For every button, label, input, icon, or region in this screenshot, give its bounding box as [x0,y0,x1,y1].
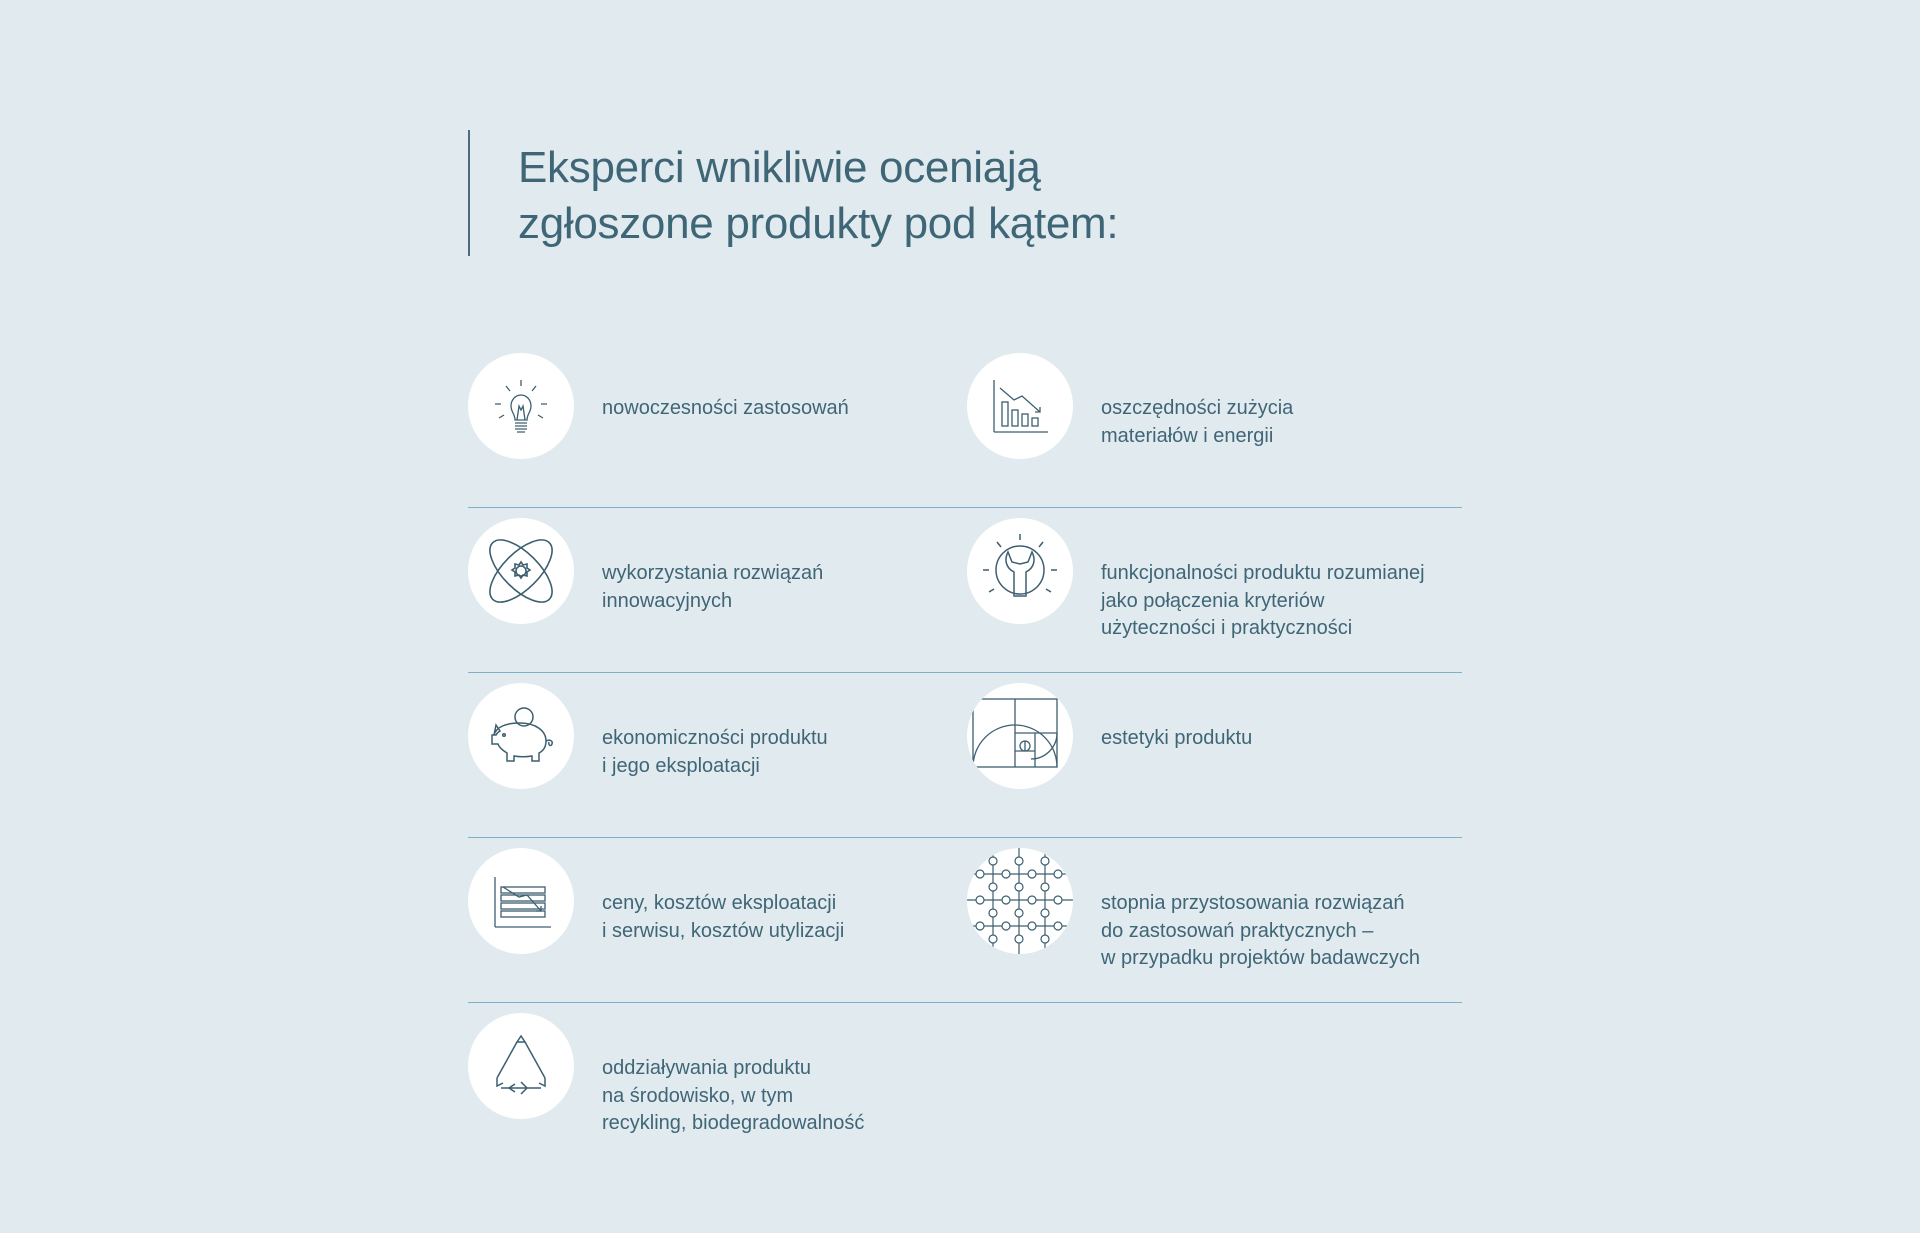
wrench-icon [975,526,1065,616]
golden-ratio-icon [967,683,1073,789]
criterion-label [1101,725,1252,753]
criterion-text: nowoczesności zastosowań [602,397,849,419]
criterion-label [602,725,828,780]
criterion-item [967,518,1464,643]
criterion-label [602,395,849,423]
page-title-line-1: Eksperci wnikliwie oceniają [518,143,1041,192]
criterion-item [967,848,1464,973]
criterion-text: recykling, biodegradowalność [602,1112,865,1134]
icon-circle [967,848,1073,954]
criterion-text: innowacyjnych [602,589,733,612]
criterion-text: estetyki produktu [1101,727,1253,749]
heading-block [468,130,1118,256]
criteria-row [468,838,1462,1003]
criterion-text: oszczędności zużycia [1101,397,1294,419]
declining-bar-chart-icon [980,366,1060,446]
criterion-item [468,518,965,624]
icon-circle [468,1013,574,1119]
page-title-line-2: zgłoszone produkty pod kątem: [518,199,1119,248]
puzzle-icon [967,848,1073,954]
criterion-text: stopnia przystosowania rozwiązań [1101,892,1405,914]
criteria-row [468,1003,1462,1168]
criterion-text: użyteczności i praktyczności [1101,617,1353,639]
criterion-label [602,1055,864,1138]
icon-circle [468,518,574,624]
criterion-text: ceny, kosztów eksploatacji [602,892,837,914]
criteria-row [468,508,1462,673]
criterion-text: w przypadku projektów badawczych [1101,947,1421,969]
icon-circle [967,518,1073,624]
criterion-item [468,1013,965,1138]
recycle-icon [481,1026,561,1106]
piggy-bank-icon [476,691,566,781]
criterion-text: i serwisu, kosztów utylizacji [602,919,845,942]
icon-circle [468,683,574,789]
criterion-text: na środowisko, w tym [602,1084,794,1107]
icon-circle [967,353,1073,459]
criterion-label [602,890,844,945]
criterion-text: wykorzystania rozwiązań [602,562,824,584]
criteria-row [468,343,1462,508]
criterion-item [967,353,1464,459]
icon-circle [967,683,1073,789]
cost-chart-icon [481,861,561,941]
criterion-label [1101,395,1293,450]
icon-circle [468,353,574,459]
atom-gear-icon [476,526,566,616]
lightbulb-icon [481,366,561,446]
criterion-item [468,353,965,459]
criterion-text: i jego eksploatacji [602,754,760,777]
criterion-item [468,848,965,954]
criterion-text: funkcjonalności produktu rozumianej [1101,562,1425,584]
page-title [518,140,1118,252]
criterion-text: oddziaływania produktu [602,1057,812,1079]
criterion-item [967,683,1464,789]
criterion-label [1101,890,1420,973]
criterion-text: do zastosowań praktycznych – [1101,919,1374,942]
criterion-item [468,683,965,789]
criterion-label [1101,560,1425,643]
criterion-text: jako połączenia kryteriów [1101,589,1325,612]
criterion-text: ekonomiczności produktu [602,727,828,749]
criterion-label [602,560,823,615]
criteria-grid [468,343,1462,1168]
criteria-row [468,673,1462,838]
icon-circle [468,848,574,954]
criterion-text: materiałów i energii [1101,424,1274,447]
